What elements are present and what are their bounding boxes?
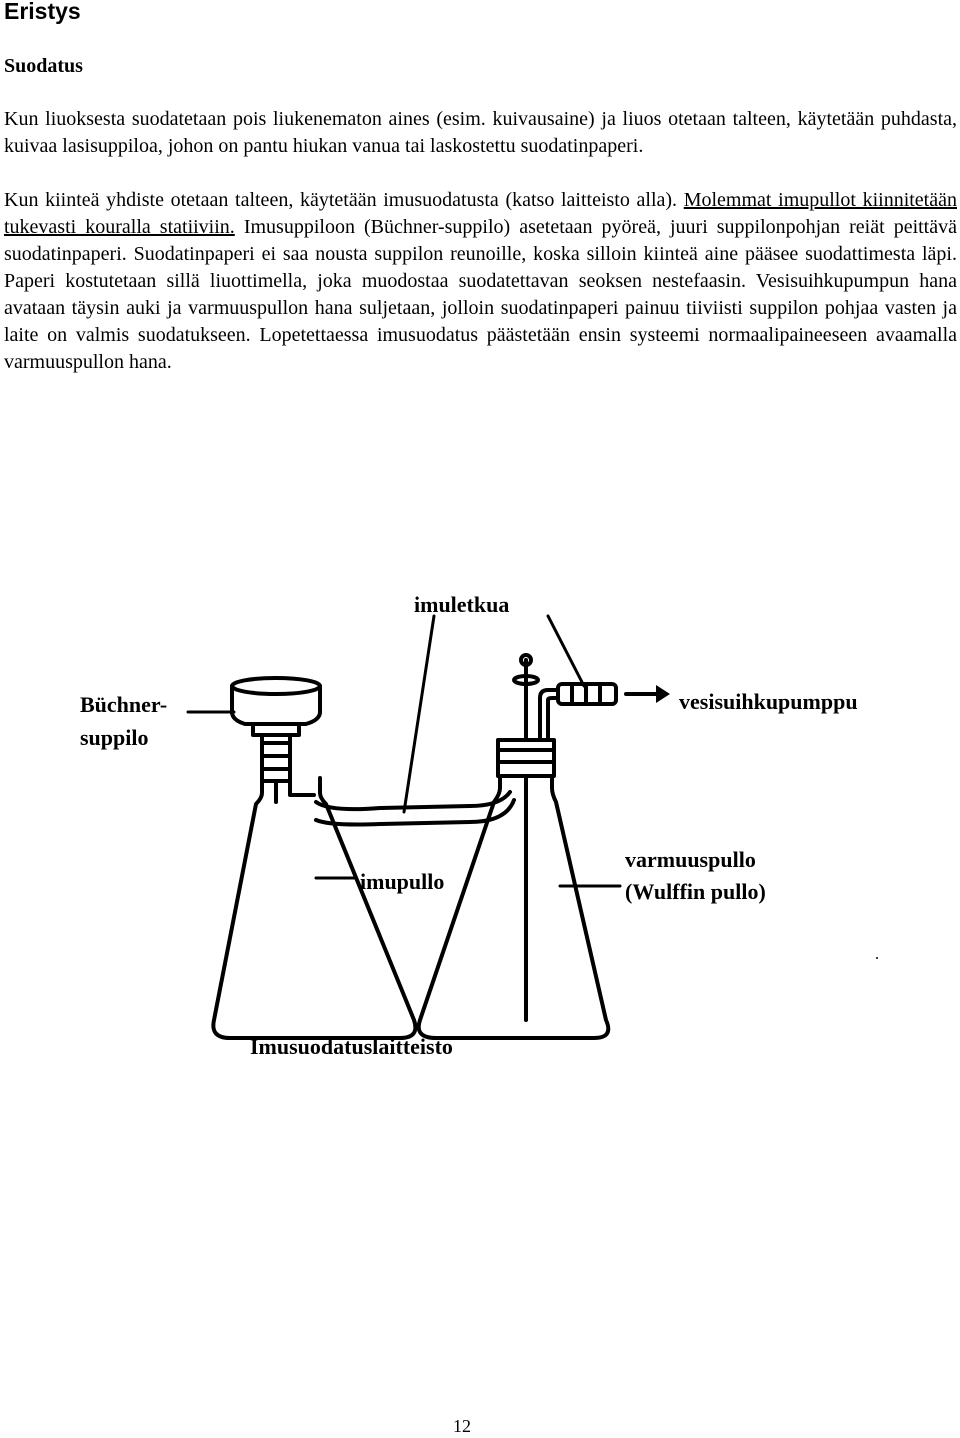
label-trap-line1: varmuuspullo (625, 847, 756, 872)
tube-pointer-line (548, 616, 584, 686)
pump-hose-drawing (558, 684, 616, 704)
section-heading: Suodatus (4, 55, 83, 77)
pump-arrow-head (656, 685, 670, 703)
paragraph-text-part1: Kun kiinteä yhdiste otetaan talteen, käytetään imusuodatusta (katso laitteisto alla). (4, 189, 684, 211)
suction-flask-drawing (213, 778, 415, 1038)
label-pump: vesisuihkupumppu (679, 689, 858, 714)
paragraph-suction-filtration (4, 187, 957, 376)
hose-pointer-line (404, 616, 434, 812)
paragraph-filtration: Kun liuoksesta suodatetaan pois liukenematon aines (esim. kuivausaine) ja liuos otetaan talteen, käytetään puhdasta, kuivaa lasisuppiloa, johon on pantu hiukan vanua tai laskostettu suodatinpaperi. (4, 108, 957, 157)
label-flask: imupullo (360, 869, 445, 894)
page-heading: Eristys (4, 0, 81, 24)
page-number: 12 (453, 1416, 471, 1436)
label-buchner-line2: suppilo (80, 725, 149, 750)
figure-caption: Imusuodatuslaitteisto (250, 1034, 453, 1059)
buchner-funnel-drawing (232, 678, 320, 802)
label-hose: imuletkua (414, 592, 510, 617)
connecting-hose-drawing (316, 792, 514, 825)
paragraph-text-part2: Imusuppiloon (Büchner-suppilo) asetetaan pyöreä, juuri suppilonpohjan reiät peittävä suodatinpaperi. Suodatinpaperi ei saa nousta suppilon reunoille, koska silloin kiinteä aine pääsee suodattimesta läpi. Paperi kostutetaan sillä liuottimella, joka muodostaa suodatettavan seoksen nestefaasin. Vesisuihkupumpun hana avataan täysin auki ja varmuuspullon hana suljetaan, jolloin suodatinpaperi painuu tiiviisti suppilon pohjaa vasten ja laite on valmis suodatukseen. Lopetettaessa imusuodatus päästetään ensin systeemi normaalipaineeseen avaamalla varmuuspullon hana. (4, 216, 957, 373)
label-buchner-line1: Büchner- (80, 692, 168, 717)
underlined-clamp-note: Molemmat imupullot kiinnitetään tukevasti kouralla statiiviin. (4, 189, 957, 238)
safety-flask-drawing (419, 655, 609, 1038)
apparatus-figure (0, 580, 960, 1070)
suction-filtration-diagram (0, 580, 960, 1070)
label-trap-line2: (Wulffin pullo) (625, 879, 766, 904)
